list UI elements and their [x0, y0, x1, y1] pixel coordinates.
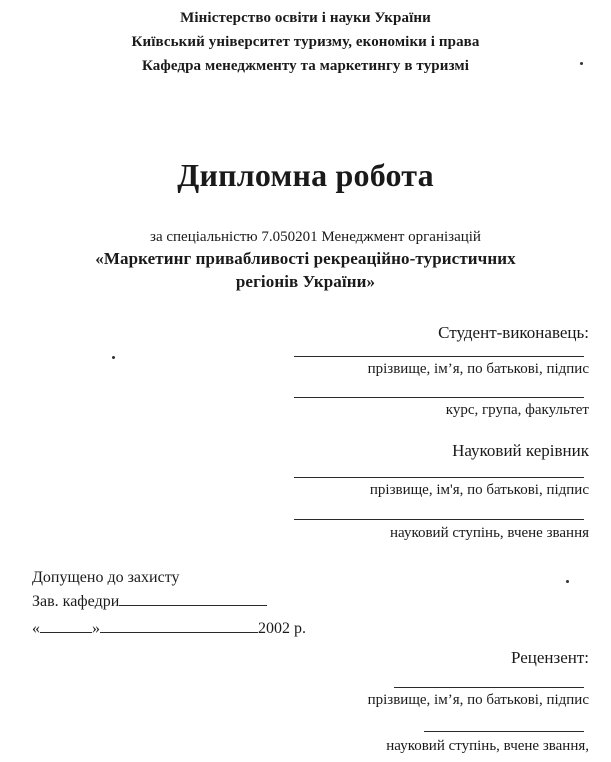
- admission-line: Допущено до захисту: [32, 569, 180, 586]
- university-header: Київський університет туризму, економіки і права: [131, 34, 480, 50]
- supervisor-heading: Науковий керівник: [452, 441, 589, 460]
- ministry-header: Міністерство освіти і науки України: [180, 10, 431, 26]
- topic-line-1: «Маркетинг привабливості рекреаційно-туристичних: [95, 249, 516, 268]
- topic-line-2: регіонів України»: [235, 272, 376, 291]
- reviewer-name-line: [394, 687, 584, 688]
- head-of-department-label: Зав. кафедри: [32, 593, 120, 610]
- supervisor-name-line: [294, 477, 584, 478]
- reviewer-heading: Рецензент:: [510, 648, 589, 667]
- supervisor-degree-caption: науковий ступінь, вчене звання: [390, 525, 589, 541]
- supervisor-degree-line: [294, 519, 584, 520]
- date-year: 2002 р.: [258, 620, 306, 637]
- admission-date-line: [32, 620, 306, 638]
- student-name-caption: прізвище, ім’я, по батькові, підпис: [367, 361, 589, 377]
- department-header: Кафедра менеджменту та маркетингу в туризмі: [142, 58, 469, 74]
- date-month-blank: [100, 620, 258, 633]
- reviewer-name-caption: прізвище, ім’я, по батькові, підпис: [367, 692, 589, 708]
- scan-speck: [580, 62, 583, 65]
- student-group-caption: курс, група, факультет: [445, 402, 589, 418]
- scan-speck: [112, 356, 115, 359]
- scan-speck: [566, 580, 569, 583]
- student-name-line: [294, 356, 584, 357]
- supervisor-name-caption: прізвище, ім'я, по батькові, підпис: [369, 482, 589, 498]
- reviewer-degree-line: [424, 731, 584, 732]
- date-day-blank: [40, 620, 92, 633]
- document-title: Дипломна робота: [177, 157, 434, 193]
- reviewer-degree-caption: науковий ступінь, вчене звання,: [386, 738, 589, 754]
- specialty-line: за спеціальністю 7.050201 Менеджмент організацій: [150, 229, 481, 245]
- date-close-quote: »: [92, 620, 100, 637]
- head-of-department-line: [32, 593, 267, 611]
- student-group-line: [294, 397, 584, 398]
- head-signature-blank: [119, 593, 267, 606]
- student-heading: Студент-виконавець:: [438, 323, 589, 342]
- date-open-quote: «: [32, 620, 40, 637]
